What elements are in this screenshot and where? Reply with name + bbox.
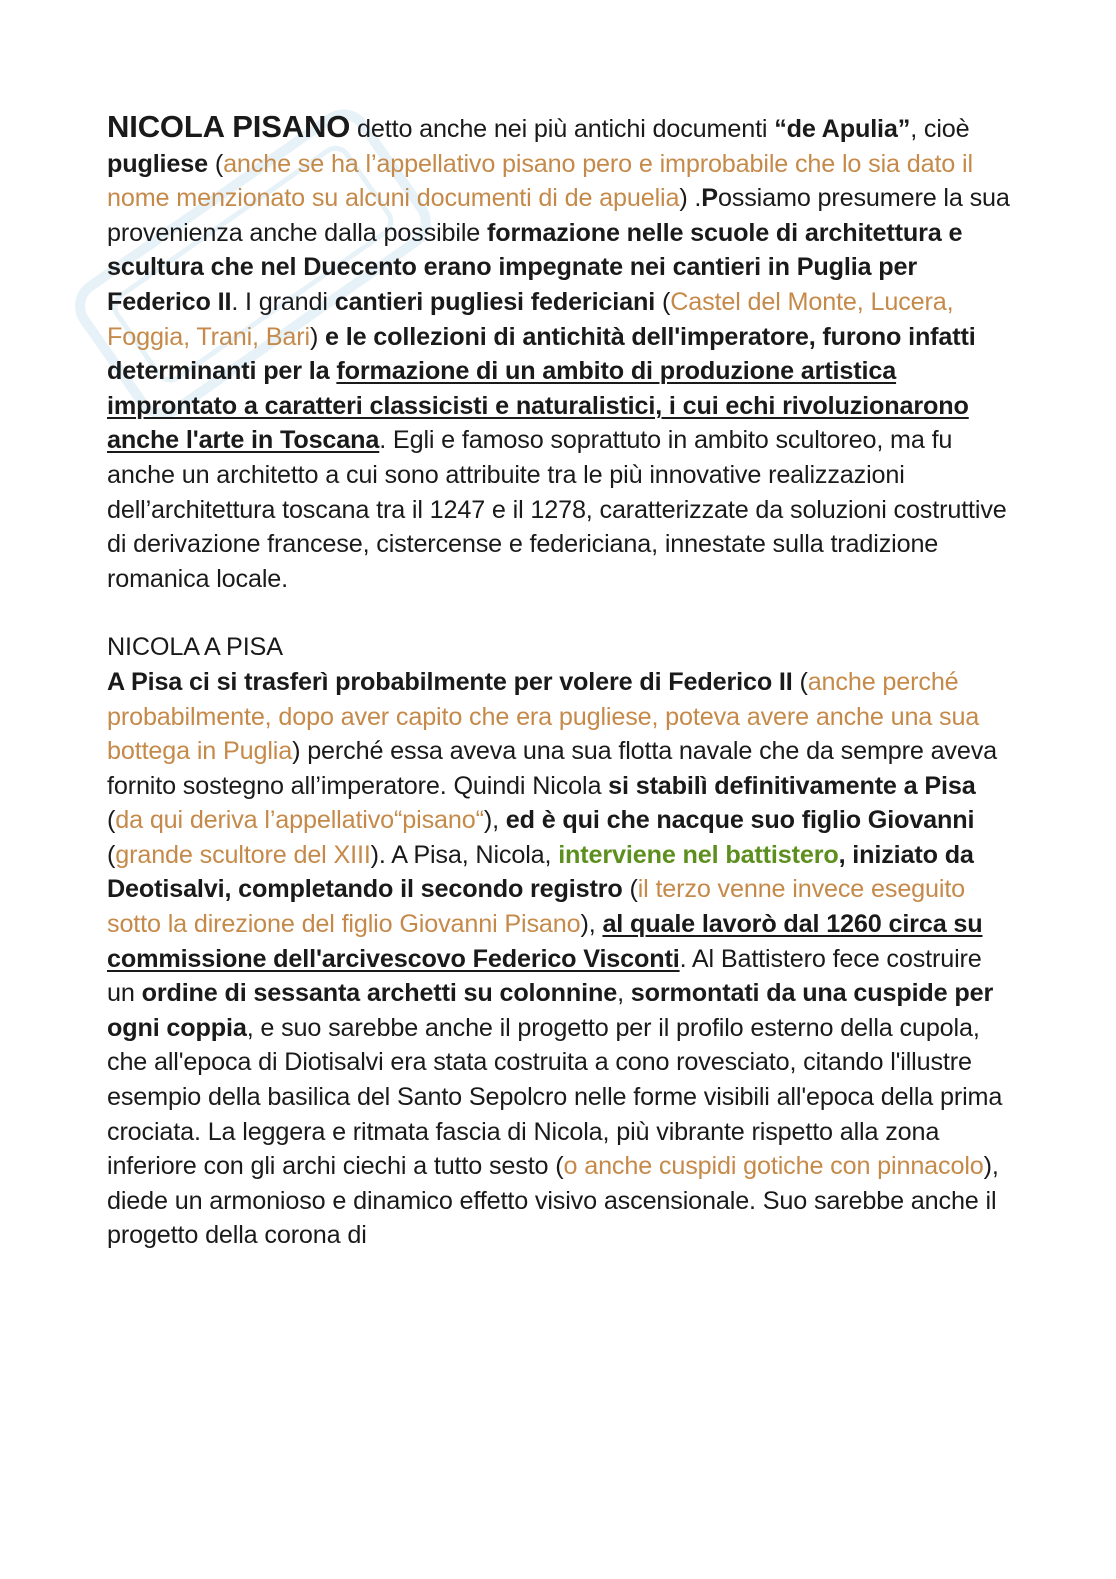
text-run-bold: si stabilì definitivamente a Pisa: [608, 771, 976, 800]
text-run-bold: pugliese: [107, 149, 208, 178]
note-run: anche perché probabilmente, dopo aver capito che era pugliese, poteva avere anche una sua bottega in Puglia: [107, 667, 980, 766]
note-run: anche se ha l’appellativo pisano pero e improbabile che lo sia dato il nome menzionato su alcuni documenti di de apuelia: [107, 149, 973, 213]
text-run: , cioè: [910, 115, 970, 143]
text-run: (: [107, 806, 116, 835]
text-run: (: [655, 287, 671, 316]
text-run-bold-underlined: formazione di un ambito di produzione artistica improntato a caratteri classicisti e naturalistici, i cui echi rivoluzionarono anche l'arte in Toscana: [107, 357, 969, 455]
text-run: ,: [617, 979, 631, 1008]
text-run: . Al Battistero fece costruire un: [107, 944, 982, 1008]
text-run: . Egli e famoso soprattuto in ambito scultoreo, ma fu anche un architetto a cui sono attribuite tra le più innovative realizzazioni dell’architettura toscana tra il 1247 e il 1278, caratterizzate da soluzioni costruttive di derivazione francese, cistercense e federiciana, innestate sulla tradizione romanica locale.: [107, 426, 1007, 593]
text-run-bold: P: [701, 184, 718, 213]
text-run: . I grandi: [231, 287, 335, 316]
text-run: ) perché essa aveva una sua flotta navale che da sempre aveva fornito sostegno all’imperatore. Quindi Nicola: [107, 737, 998, 800]
highlight-run-green: interviene nel battistero: [558, 840, 839, 869]
text-run: (: [207, 149, 224, 178]
note-run: Castel del Monte, Lucera, Foggia, Trani, Bari: [107, 287, 954, 351]
note-run: il terzo venne invece eseguito sotto la direzione del figlio Giovanni Pisano: [107, 875, 966, 939]
title-nicola-pisano: NICOLA PISANO: [107, 109, 351, 144]
text-run: ). A Pisa, Nicola,: [370, 840, 559, 869]
paragraph-nicola-a-pisa: [107, 665, 1012, 1253]
text-run: ),: [580, 910, 603, 939]
paragraph-gap: [107, 596, 1012, 630]
text-run: ) .: [679, 184, 702, 213]
document-body: [107, 110, 1012, 1253]
text-run: (: [622, 875, 638, 904]
text-run: ), diede un armonioso e dinamico effetto visivo ascensionale. Suo sarebbe anche il progetto della corona di: [107, 1152, 999, 1250]
text-run-bold: sormontati da una cuspide per ogni coppia: [107, 979, 994, 1042]
text-run: ): [309, 322, 326, 351]
text-run-bold: ordine di sessanta archetti su colonnine: [141, 979, 618, 1008]
text-run-bold: e le collezioni di antichità dell'imperatore, furono infatti determinanti per la: [107, 322, 976, 386]
text-run-bold: , iniziato da Deotisalvi, completando il secondo registro: [107, 840, 974, 904]
text-run-bold: “de Apulia”: [774, 115, 911, 143]
note-run: da qui deriva l’appellativo“pisano“: [115, 806, 484, 835]
note-run: o anche cuspidi gotiche con pinnacolo: [563, 1152, 984, 1181]
text-run-bold-underlined: al quale lavorò dal 1260 circa su commissione dell'arcivescovo Federico Visconti: [107, 910, 983, 973]
text-run: (: [107, 840, 116, 869]
text-run: (: [792, 667, 808, 696]
text-run: , e suo sarebbe anche il progetto per il profilo esterno della cupola, che all'epoca di Diotisalvi era stata costruita a cono rovesciato, citando l'illustre esempio della basilica del Santo Sepolcro nelle forme visibili all'epoca della prima crociata. La leggera e ritmata fascia di Nicola, più vibrante rispetto alla zona inferiore con gli archi ciechi a tutto sesto (: [107, 1013, 1003, 1181]
section-heading-nicola-a-pisa: NICOLA A PISA: [107, 633, 283, 662]
text-run: ossiamo presumere la sua provenienza anche dalla possibile: [107, 184, 1010, 247]
paragraph-nicola-pisano: [107, 110, 1012, 596]
text-run-bold: A Pisa ci si trasferì probabilmente per volere di Federico II: [107, 667, 793, 696]
text-run-bold: cantieri pugliesi federiciani: [334, 287, 656, 316]
text-run: detto anche nei più antichi documenti: [350, 115, 775, 143]
text-run: ),: [483, 806, 506, 835]
text-run-bold: ed è qui che nacque suo figlio Giovanni: [505, 806, 975, 835]
note-run: grande scultore del XIII: [115, 840, 371, 869]
text-run-bold: formazione nelle scuole di architettura e scultura che nel Duecento erano impegnate nei cantieri in Puglia per Federico II: [107, 218, 963, 316]
